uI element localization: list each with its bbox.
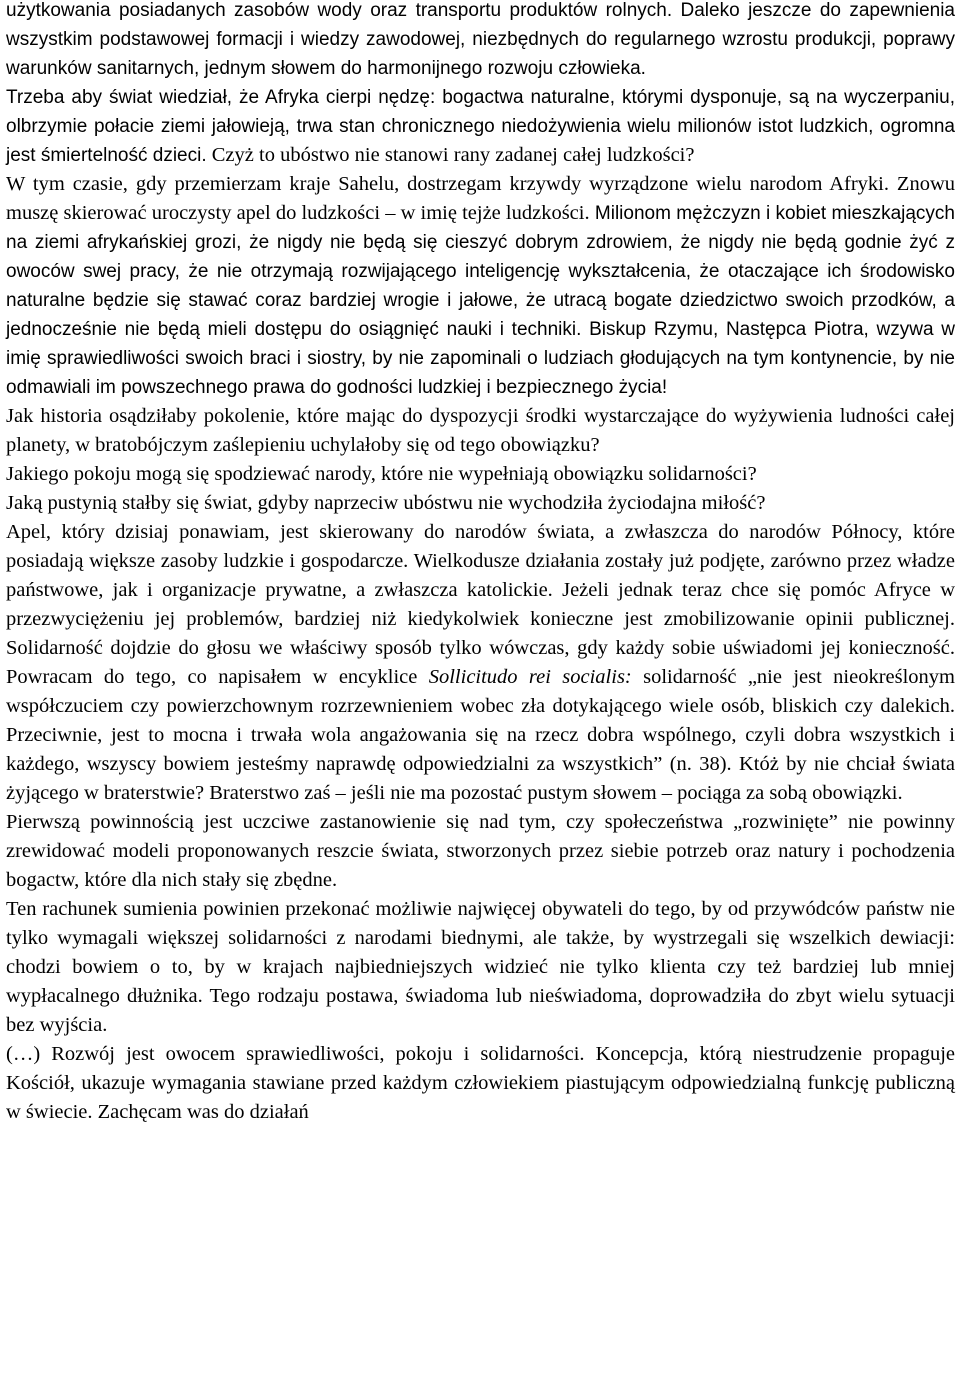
paragraph-8: Pierwszą powinnością jest uczciwe zastanowienie się nad tym, czy społeczeństwa „rozwinięte” nie powinny zrewidować modeli proponowanych reszcie świata, stworzonych przez siebie potrzeb oraz natury i pochodzenia bogactw, które dla nich stały się zbędne. — [6, 811, 955, 891]
paragraph-7-text-b: solidarność „nie jest nieokreślonym współczuciem czy powierzchownym rozrzewnieniem wobec zła dotykającego wiele osób, bliskich czy dalekich. Przeciwnie, jest to mocna i trwała wola angażowania się na rzecz dobra wspólnego, czyli dobra wszystkich i każdego, wszyscy bowiem jesteśmy naprawdę odpowiedzialni za wszystkich” (n. 38). Któż by nie chciał świata żyjącego w braterstwie? Braterstwo zaś – jeśli nie ma pozostać pustym słowem – pociąga za sobą obowiązki. — [6, 666, 955, 804]
encyclical-title: Sollicitudo rei socialis: — [428, 666, 632, 688]
paragraph-2-text: Trzeba aby świat wiedział, że Afryka cierpi nędzę: bogactwa naturalne, którymi dysponuje, są na wyczerpaniu, olbrzymie połacie ziemi jałowieją, trwa stan chronicznego niedożywienia wielu milionów istot ludzkich, ogromna jest śmiertelność dzieci. — [6, 87, 955, 166]
paragraph-3 — [6, 170, 955, 402]
paragraph-5: Jakiego pokoju mogą się spodziewać narody, które nie wypełniają obowiązku solidarności? — [6, 463, 757, 485]
paragraph-2-tail: Czyż to ubóstwo nie stanowi rany zadanej całej ludzkości? — [206, 144, 695, 166]
paragraph-7-text-a: Apel, który dzisiaj ponawiam, jest skierowany do narodów świata, a zwłaszcza do narodów Północy, które posiadają większe zasoby ludzkie i gospodarcze. Wielkodusze działania zostały już podjęte, zarówno przez władze państwowe, jak i organizacje prywatne, a zwłaszcza katolickie. Jeżeli jednak teraz chce się pomóc Afryce w przezwyciężeniu jej problemów, bardziej niż kiedykolwiek konieczne jest zmobilizowanie opinii publicznej. Solidarność dojdzie do głosu we właściwy sposób tylko wówczas, gdy każdy sobie uświadomi jej konieczność. Powracam do tego, co napisałem w encyklice — [6, 521, 955, 688]
paragraph-9: Ten rachunek sumienia powinien przekonać możliwie najwięcej obywateli do tego, by od przywódców państw nie tylko wymagali większej solidarności z narodami biednymi, ale także, by wystrzegali się wszelkich dewiacji: chodzi bowiem o to, by w krajach najbiedniejszych widzieć nie tylko klienta czy też bardziej lub mniej wypłacalnego dłużnika. Tego rodzaju postawa, świadoma lub nieświadoma, doprowadziła do zbyt wielu sytuacji bez wyjścia. — [6, 898, 955, 1036]
paragraph-3-text: W tym czasie, gdy przemierzam kraje Sahelu, dostrzegam krzywdy wyrządzone wielu narodom Afryki. Znowu muszę skierować uroczysty apel do ludzkości – w imię tejże ludzkości. — [6, 173, 955, 224]
paragraph-4: Jak historia osądziłaby pokolenie, które mając do dyspozycji środki wystarczające do wyżywienia ludności całej planety, w bratobójczym zaślepieniu uchylałoby się od tego obowiązku? — [6, 405, 955, 456]
document-page — [6, 0, 955, 1127]
paragraph-10: (…) Rozwój jest owocem sprawiedliwości, pokoju i solidarności. Koncepcja, którą niestrudzenie propaguje Kościół, ukazuje wymagania stawiane przed każdym człowiekiem piastującym odpowiedzialną funkcję publiczną w świecie. Zachęcam was do działań — [6, 1043, 955, 1123]
paragraph-1: użytkowania posiadanych zasobów wody oraz transportu produktów rolnych. Daleko jeszcze do zapewnienia wszystkim podstawowej formacji i wiedzy zawodowej, niezbędnych do regularnego wzrostu produkcji, poprawy warunków sanitarnych, jednym słowem do harmonijnego rozwoju człowieka. — [6, 0, 955, 79]
paragraph-6: Jaką pustynią stałby się świat, gdyby naprzeciw ubóstwu nie wychodziła życiodajna miłość? — [6, 492, 766, 514]
paragraph-2 — [6, 83, 955, 170]
paragraph-3-tail: Milionom mężczyzn i kobiet mieszkających na ziemi afrykańskiej grozi, że nigdy nie będą się cieszyć dobrym zdrowiem, że nigdy nie będą godnie żyć z owoców swej pracy, że nie otrzymają rozwijającego inteligencję wykształcenia, że otaczające ich środowisko naturalne będzie się stawać coraz bardziej wrogie i jałowe, że utracą bogate dziedzictwo swoich przodków, a jednocześnie nie będą mieli dostępu do osiągnięć nauki i techniki. Biskup Rzymu, Następca Piotra, wzywa w imię sprawiedliwości swoich braci i siostry, by nie zapominali o ludziach głodujących na tym kontynencie, by nie odmawiali im powszechnego prawa do godności ludzkiej i bezpiecznego życia! — [6, 203, 955, 398]
paragraph-7 — [6, 518, 955, 808]
